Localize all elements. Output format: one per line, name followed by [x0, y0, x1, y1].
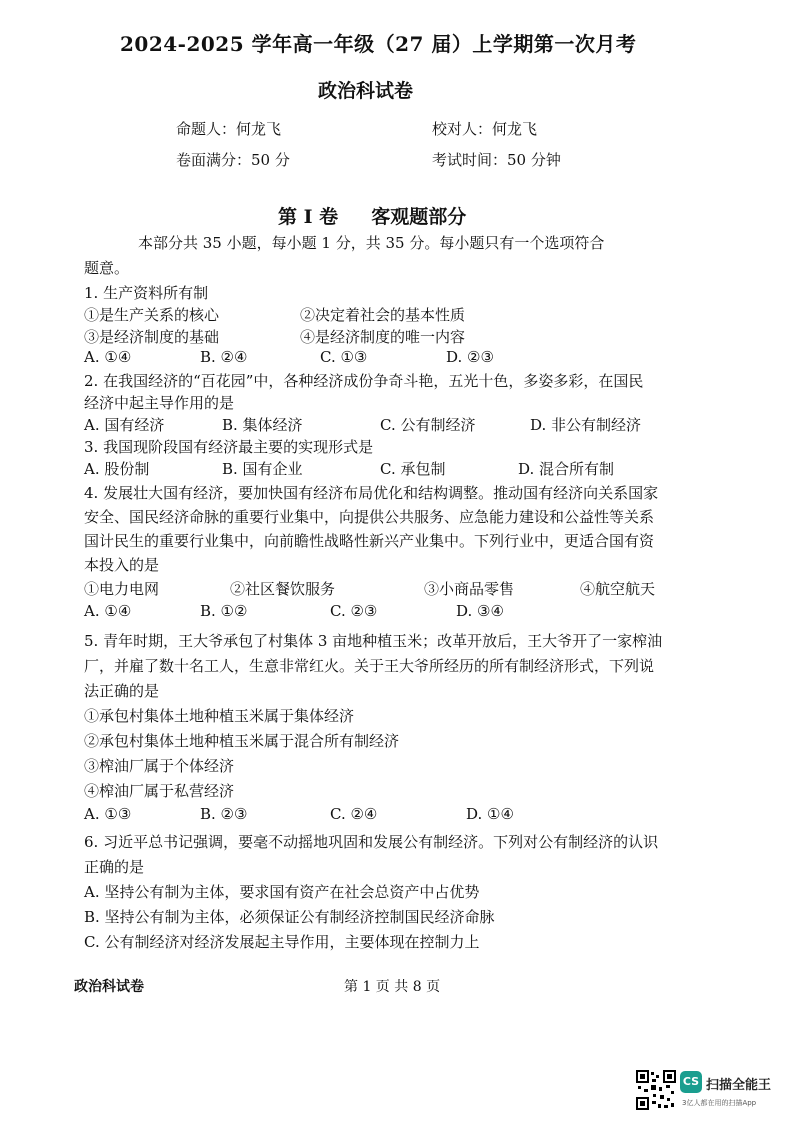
q6-stem-cont: 正确的是: [84, 858, 145, 876]
q5-option-d: D. ①④: [466, 805, 514, 823]
q2-option-c: C. 公有制经济: [380, 416, 476, 434]
q4-stem: 4. 发展壮大国有经济，要加快国有经济布局优化和结构调整。推动国有经济向关系国家: [84, 484, 659, 502]
exam-time: 考试时间：50 分钟: [432, 151, 561, 169]
q4-option-a: A. ①④: [84, 602, 132, 620]
q1-option-c: C. ①③: [320, 348, 368, 366]
q5-statement-2: ②承包村集体土地种植玉米属于混合所有制经济: [84, 732, 400, 750]
q2-option-b: B. 集体经济: [222, 416, 303, 434]
page-number: 第 1 页 共 8 页: [344, 979, 441, 995]
footer-subject: 政治科试卷: [74, 979, 144, 995]
q3-option-c: C. 承包制: [380, 460, 446, 478]
q3-stem: 3. 我国现阶段国有经济最主要的实现形式是: [84, 438, 374, 456]
q4-statement-4: ④航空航天: [580, 580, 656, 598]
q4-statement-2: ②社区餐饮服务: [230, 580, 336, 598]
q3-option-a: A. 股份制: [84, 460, 150, 478]
camscanner-slogan: 3亿人都在用的扫描App: [682, 1099, 757, 1107]
q6-stem: 6. 习近平总书记强调，要毫不动摇地巩固和发展公有制经济。下列对公有制经济的认识: [84, 833, 659, 851]
q4-stem-cont-2: 国计民生的重要行业集中，向前瞻性战略性新兴产业集中。下列行业中，更适合国有资: [84, 532, 655, 550]
qr-code: [636, 1070, 676, 1110]
q1-option-b: B. ②④: [200, 348, 248, 366]
q2-stem-cont: 经济中起主导作用的是: [84, 394, 235, 412]
q3-option-d: D. 混合所有制: [518, 460, 615, 478]
exam-subtitle: 政治科试卷: [318, 80, 414, 102]
q4-option-c: C. ②③: [330, 602, 378, 620]
q1-option-d: D. ②③: [446, 348, 494, 366]
q5-option-a: A. ①③: [84, 805, 132, 823]
q5-statement-3: ③榨油厂属于个体经济: [84, 757, 235, 775]
camscanner-name: 扫描全能王: [706, 1078, 772, 1093]
section-instructions: 本部分共 35 小题，每小题 1 分，共 35 分。每小题只有一个选项符合: [138, 234, 605, 252]
q1-option-a: A. ①④: [84, 348, 132, 366]
q2-stem: 2. 在我国经济的“百花园”中，各种经济成份争奇斗艳，五光十色，多姿多彩，在国民: [84, 372, 644, 390]
q6-option-c: C. 公有制经济对经济发展起主导作用，主要体现在控制力上: [84, 933, 480, 951]
section-title: 第 I 卷 客观题部分: [278, 206, 467, 228]
q5-stem-cont-2: 法正确的是: [84, 682, 160, 700]
q4-statement-3: ③小商品零售: [424, 580, 515, 598]
setter: 命题人：何龙飞: [176, 120, 282, 138]
q5-stem: 5. 青年时期，王大爷承包了村集体 3 亩地种植玉米；改革开放后，王大爷开了一家榨油: [84, 632, 663, 650]
q1-statement-3: ③是经济制度的基础: [84, 328, 220, 346]
camscanner-logo: CS: [680, 1071, 702, 1093]
q4-stem-cont-3: 本投入的是: [84, 556, 160, 574]
q5-stem-cont-1: 厂，并雇了数十名工人，生意非常红火。关于王大爷所经历的所有制经济形式，下列说: [84, 657, 655, 675]
q4-option-d: D. ③④: [456, 602, 504, 620]
q4-option-b: B. ①②: [200, 602, 248, 620]
proofreader: 校对人：何龙飞: [432, 120, 538, 138]
q2-option-a: A. 国有经济: [84, 416, 165, 434]
q4-stem-cont-1: 安全、国民经济命脉的重要行业集中，向提供公共服务、应急能力建设和公益性等关系: [84, 508, 655, 526]
q5-option-c: C. ②④: [330, 805, 378, 823]
q6-option-a: A. 坚持公有制为主体，要求国有资产在社会总资产中占优势: [84, 883, 480, 901]
q5-option-b: B. ②③: [200, 805, 248, 823]
q3-option-b: B. 国有企业: [222, 460, 303, 478]
q5-statement-1: ①承包村集体土地种植玉米属于集体经济: [84, 707, 355, 725]
q5-statement-4: ④榨油厂属于私营经济: [84, 782, 235, 800]
q4-statement-1: ①电力电网: [84, 580, 160, 598]
q1-statement-1: ①是生产关系的核心: [84, 306, 220, 324]
full-score: 卷面满分：50 分: [176, 151, 290, 169]
section-instructions-cont: 题意。: [84, 259, 130, 277]
q2-option-d: D. 非公有制经济: [530, 416, 642, 434]
q1-stem: 1. 生产资料所有制: [84, 284, 209, 302]
q1-statement-4: ④是经济制度的唯一内容: [300, 328, 466, 346]
q6-option-b: B. 坚持公有制为主体，必须保证公有制经济控制国民经济命脉: [84, 908, 495, 926]
q1-statement-2: ②决定着社会的基本性质: [300, 306, 466, 324]
exam-title: 2024-2025 学年高一年级（27 届）上学期第一次月考: [120, 32, 637, 56]
